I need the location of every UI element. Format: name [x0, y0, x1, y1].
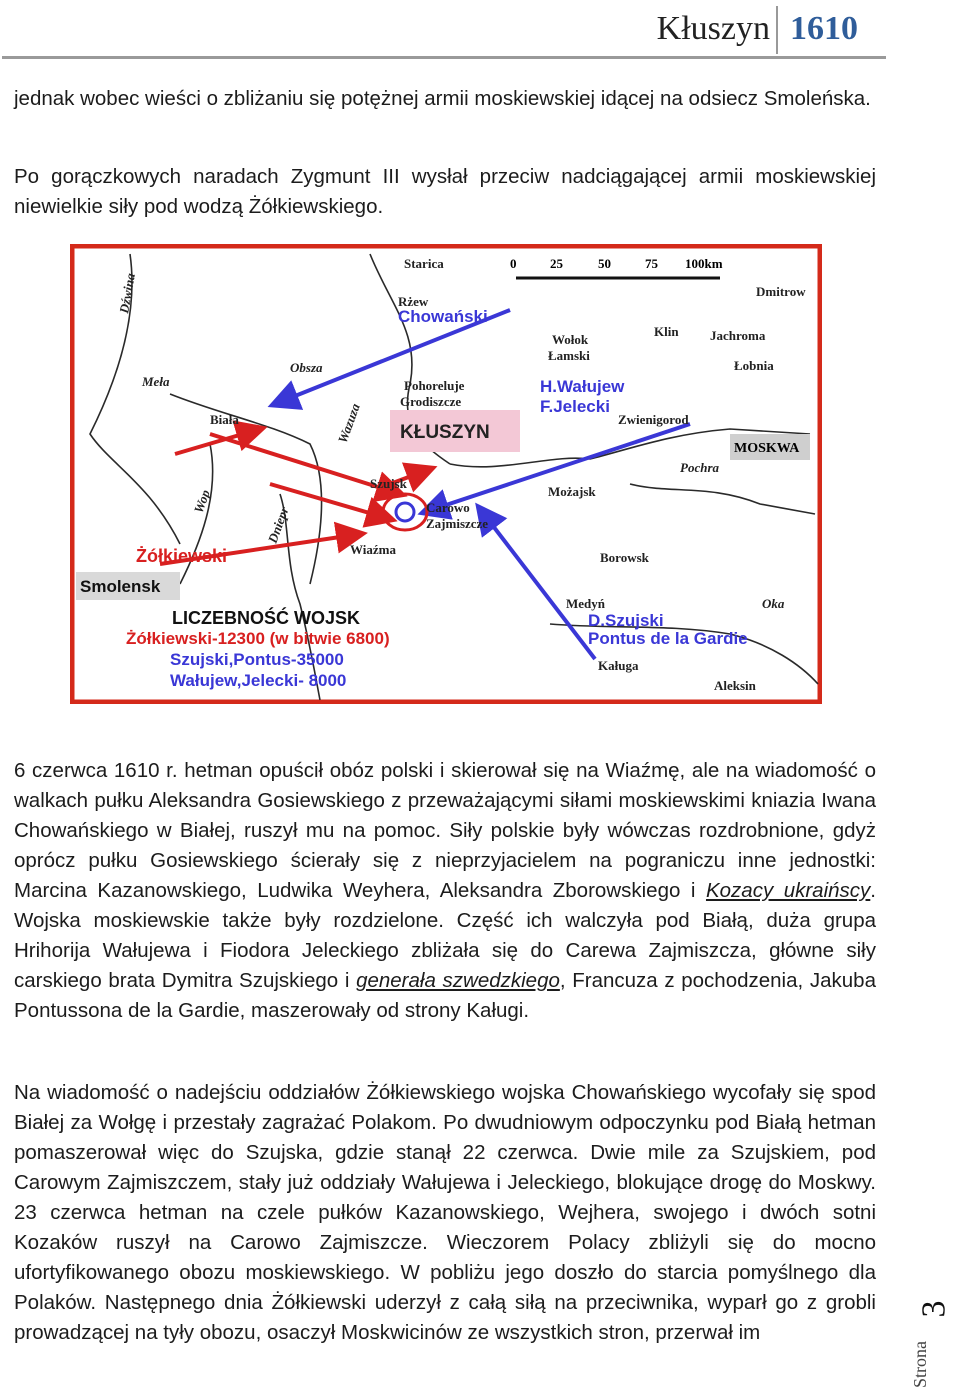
label-zolkiewski: Żółkiewski: [136, 546, 228, 566]
place-biala: Biała: [210, 412, 239, 427]
scale-0: 0: [510, 256, 517, 271]
page-header: [0, 0, 890, 60]
place-dniepr: Dniepr: [264, 504, 292, 546]
p2-text: Na wiadomość o nadejściu oddziałów Żółkiewskiego wojska Chowańskiego wycofały się spod Białej za Wołgę i przestały zagrażać Polakom. Po dwudniowym odpoczynku pod Białą hetman pomaszerował więc do Szujska, gdzie stanął 22 czerwca. Dwie mile za Szujskiem, pod Carowym Zajmiszczem, stały już oddziały Wałujewa i Jeleckiego, blokujące drogę do Moskwy. 23 czerwca hetman na czele pułków Kazanowskiego, Wejhera, swojego i dwóch sotni Kozaków ruszył na Carowo Zajmiszcze. Wieczorem Polacy zbliżyli się do mocno ufortyfikowanego obozu moskiewskiego. W pobliżu jego doszło do starcia pomyślnego dla Polaków. Następnego dnia Żółkiewski uderzył z całą siłą na przeciwnika, wyparł go z grobli prowadzącej na tyły obozu, osaczył Moskwicinów ze wszystkich stron, przerwał im: [14, 1081, 876, 1344]
place-mozajsk: Możajsk: [548, 484, 596, 499]
place-wiazma: Wiaźma: [350, 542, 396, 557]
legend-line2: Szujski,Pontus-35000: [170, 650, 344, 669]
place-mela: Meła: [142, 374, 170, 389]
place-wop: Wop: [190, 487, 213, 516]
place-pochra: Pochra: [680, 460, 719, 475]
place-aleksin: Aleksin: [714, 678, 756, 693]
place-klin: Klin: [654, 324, 679, 339]
p1-text-b: . Wojska moskiewskie także były rozdzielone. Część ich walczyła pod Białą, duża grupa Hrihorija Wałujewa i Fiodora Jeleckiego zbliżała się do Carewa Zajmiszcza, główne siły carskiego brata Dymitra Szujskiego i: [14, 879, 876, 992]
label-szujski: D.Szujski: [588, 611, 664, 630]
page-number-block: [904, 1296, 960, 1390]
place-kaluga: Kaługa: [598, 658, 639, 673]
place-wazuza: Wazuza: [334, 401, 363, 446]
place-zwienigorod: Zwienigorod: [618, 412, 689, 427]
place-pohoreluje: Pohoreluje: [404, 378, 465, 393]
page-label: Strona: [910, 1341, 930, 1388]
label-walujew: H.Wałujew: [540, 377, 625, 396]
place-borowsk: Borowsk: [600, 550, 649, 565]
scale-100: 100km: [685, 256, 723, 271]
body-paragraph-2: [14, 1078, 876, 1348]
link-general-szwedzki[interactable]: generała szwedzkiego: [356, 969, 560, 992]
place-szujsk: Szujsk: [370, 476, 407, 491]
header-title: Kłuszyn: [656, 10, 770, 47]
label-kluszyn: KŁUSZYN: [400, 422, 490, 443]
intro-paragraph-1: jednak wobec wieści o zbliżaniu się potężnej armii moskiewskiej idącej na odsiecz Smoleńska.: [14, 87, 871, 110]
scale-75: 75: [645, 256, 658, 271]
header-rule: [2, 56, 886, 59]
place-jachroma: Jachroma: [710, 328, 766, 343]
place-wolok: Wołok: [552, 332, 589, 347]
intro-text: [14, 84, 876, 114]
place-moskwa: MOSKWA: [734, 441, 800, 456]
legend-line3: Wałujew,Jelecki- 8000: [170, 671, 347, 690]
place-grodiszcze: Grodiszcze: [400, 394, 462, 409]
place-oka: Oka: [762, 596, 785, 611]
place-lobnia: Łobnia: [734, 358, 774, 373]
label-chowanski: Chowański: [398, 307, 488, 326]
legend-title: LICZEBNOŚĆ WOJSK: [172, 608, 361, 628]
place-zajmiszcze: Zajmiszcze: [426, 516, 489, 531]
body-paragraph-1: [14, 756, 876, 1026]
place-starica: Starica: [404, 256, 444, 271]
label-pontus: Pontus de la Gardie: [588, 629, 748, 648]
place-lamski: Łamski: [548, 348, 590, 363]
header-year: 1610: [790, 10, 858, 47]
place-dmitrow: Dmitrow: [756, 284, 806, 299]
label-jelecki: F.Jelecki: [540, 397, 610, 416]
page-number: 3: [915, 1300, 953, 1318]
place-rzew: Rżew: [398, 294, 429, 309]
scale-25: 25: [550, 256, 563, 271]
place-obsza: Obsza: [290, 360, 323, 375]
header-separator: [776, 6, 778, 54]
p1-text-c: , Francuza z pochodzenia, Jakuba Pontussona de la Gardie, maszerowały od strony Kaługi.: [14, 969, 876, 1022]
intro-text-2: [14, 162, 876, 222]
scale-50: 50: [598, 256, 611, 271]
place-dzwina: Dźwina: [116, 272, 138, 315]
place-smolensk: Smolensk: [80, 577, 161, 596]
link-kozacy-ukrainscy[interactable]: Kozacy ukraińscy: [705, 879, 871, 902]
place-medyn: Medyń: [566, 596, 605, 611]
battle-map: [70, 244, 822, 704]
intro-paragraph-2: Po gorączkowych naradach Zygmunt III wysłał przeciw nadciągającej armii moskiewskiej niewielkie siły pod wodzą Żółkiewskiego.: [14, 165, 876, 218]
p1-text-a: 6 czerwca 1610 r. hetman opuścił obóz polski i skierował się na Wiaźmę, ale na wiadomość o walkach pułku Aleksandra Gosiewskiego z przeważającymi siłami moskiewskimi kniazia Iwana Chowańskiego w Białej, ruszył mu na pomoc. Siły polskie były wówczas rozdrobnione, gdyż oprócz pułku Gosiewskiego ścierały się z nieprzyjacielem na pograniczu inne jednostki: Marcina Kazanowskiego, Ludwika Weyhera, Aleksandra Zborowskiego i: [14, 759, 876, 902]
legend-line1: Żółkiewski-12300 (w bitwie 6800): [126, 629, 390, 648]
place-carowo: Carowo: [426, 500, 470, 515]
